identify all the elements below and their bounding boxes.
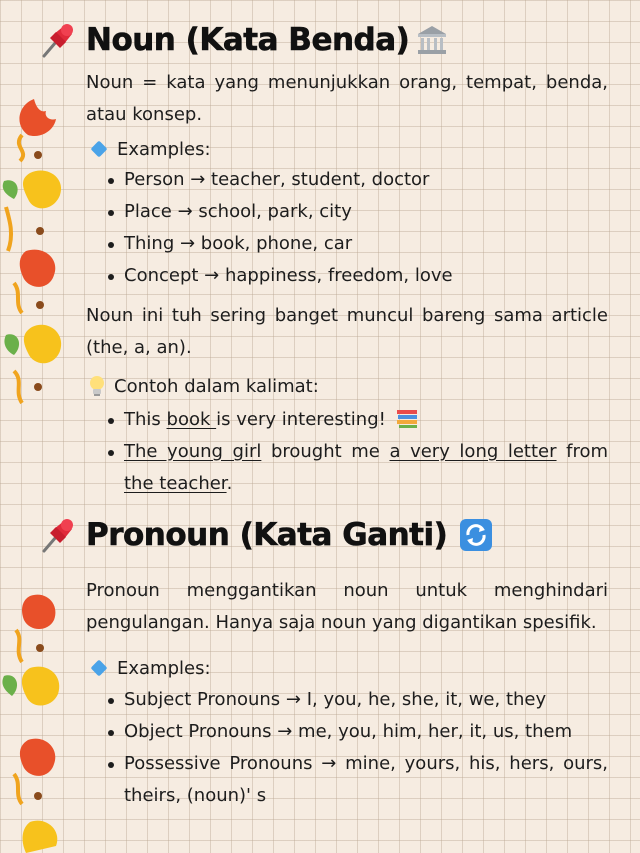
noun-title: Noun (Kata Benda)	[86, 22, 410, 58]
arrows-cycle-icon	[459, 518, 493, 552]
underlined-noun: The young girl	[124, 441, 262, 462]
pronoun-definition-text: Pronoun menggantikan noun untuk menghindari pengulangan. Hanya saja noun yang digantikan spesifik.	[86, 580, 608, 633]
sentence-examples-label	[86, 374, 319, 398]
pronoun-title: Pronoun (Kata Ganti)	[86, 517, 448, 553]
underlined-noun: a very long letter	[389, 441, 557, 462]
blue-diamond-icon	[91, 141, 108, 158]
pronoun-heading	[38, 515, 493, 555]
pushpin-icon	[38, 20, 78, 60]
list-item: Possessive Pronouns → mine, yours, his, hers, ours, theirs, (noun)' s	[106, 748, 608, 812]
sentence-label-text: Contoh dalam kalimat:	[114, 375, 319, 397]
classical-building-icon	[415, 23, 449, 57]
underlined-noun: book	[166, 409, 217, 430]
examples-label-text: Examples:	[117, 138, 211, 160]
noun-sentence-list	[106, 404, 608, 500]
noun-definition: Noun = kata yang menunjukkan orang, tempat, benda, atau konsep.	[86, 72, 608, 125]
list-item	[106, 436, 608, 500]
list-item: Thing → book, phone, car	[106, 228, 608, 260]
noun-article-note: Noun ini tuh sering banget muncul bareng sama article (the, a, an).	[86, 305, 608, 358]
list-item: Object Pronouns → me, you, him, her, it, us, them	[106, 716, 608, 748]
sentence-text: brought me	[261, 441, 390, 462]
noun-examples-list	[106, 164, 608, 292]
sentence-text: from	[556, 441, 608, 462]
pushpin-icon	[38, 515, 78, 555]
lightbulb-icon	[86, 374, 108, 398]
sentence-text: This	[124, 409, 167, 430]
list-item	[106, 404, 608, 436]
sentence-text: is very interesting!	[216, 409, 386, 430]
autumn-leaves-decoration-bottom	[0, 590, 70, 853]
pronoun-examples-label	[90, 653, 211, 683]
underlined-noun: the teacher	[124, 473, 227, 494]
books-icon	[396, 408, 418, 428]
noun-heading	[38, 20, 449, 60]
examples-label-text: Examples:	[117, 657, 211, 679]
pronoun-examples-list	[106, 684, 608, 812]
sentence-text: .	[226, 473, 233, 494]
pronoun-definition	[86, 575, 608, 639]
list-item: Concept → happiness, freedom, love	[106, 260, 608, 292]
autumn-leaves-decoration-top	[0, 95, 70, 415]
blue-diamond-icon	[91, 660, 108, 677]
list-item: Subject Pronouns → I, you, he, she, it, we, they	[106, 684, 608, 716]
noun-examples-label	[90, 134, 211, 164]
list-item: Place → school, park, city	[106, 196, 608, 228]
list-item: Person → teacher, student, doctor	[106, 164, 608, 196]
